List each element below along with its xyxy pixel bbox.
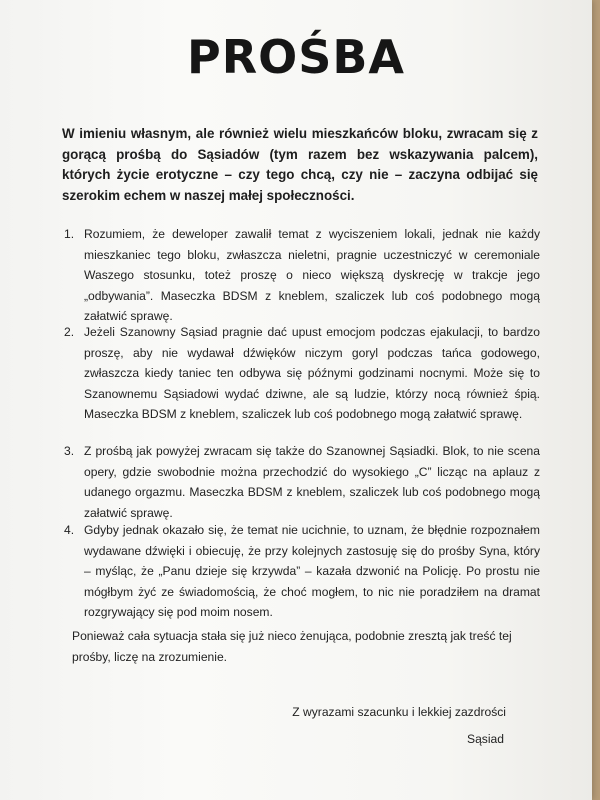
list-item-text: Rozumiem, że deweloper zawalił temat z wyciszeniem lokali, jednak nie każdy mieszkaniec tego bloku, zwłaszcza nieletni, pragnie uczestniczyć w ceremoniale Waszego stosunku, toteż proszę o nieco większą dyskrecję w trakcje jego „odbywania”. Maseczka BDSM z kneblem, szaliczek lub coś podobnego mogą załatwić sprawę. xyxy=(84,227,540,323)
list-item-number: 1. xyxy=(64,227,75,241)
document-title: PROŚBA xyxy=(186,30,406,84)
list-item-text: Z prośbą jak powyżej zwracam się także do Szanownej Sąsiadki. Blok, to nie scena opery, gdzie swobodnie można przechodzić do wysokiego „C” licząc na aplauz z udanego orgazmu. Maseczka BDSM z kneblem, szaliczek lub coś podobnego mogą załatwić sprawę. xyxy=(84,444,540,520)
regards-line: Z wyrazami szacunku i lekkiej zazdrości xyxy=(292,705,506,719)
list-item xyxy=(62,520,540,623)
list-item xyxy=(62,441,540,523)
list-item-number: 2. xyxy=(64,325,75,339)
closing-paragraph: Ponieważ cała sytuacja stała się już nieco żenująca, podobnie zresztą jak treść tej prośby, liczę na zrozumienie. xyxy=(72,629,512,664)
list-item xyxy=(62,224,540,327)
list-item-number: 4. xyxy=(64,523,75,537)
list-item-text: Gdyby jednak okazało się, że temat nie ucichnie, to uznam, że błędnie rozpoznałem wydawane dźwięki i obiecuję, że przy kolejnych zastosuję się do prośby Syna, który – myśląc, że „Panu dzieje się krzywda” – kazała dzwonić na Policję. Po prostu nie mógłbym żyć ze świadomością, że choć mogłem, to nic nie poradziłem na dramat rozgrywający się pod moim nosem. xyxy=(84,523,540,619)
list-item-text: Jeżeli Szanowny Sąsiad pragnie dać upust emocjom podczas ejakulacji, to bardzo proszę, aby nie wydawał dźwięków niczym goryl podczas tańca godowego, zwłaszcza kiedy taniec ten odbywa się późnymi godzinami nocnymi. Może się to Szanownemu Sąsiadowi wydać dziwne, ale są ludzie, którzy nocą również śpią. Maseczka BDSM z kneblem, szaliczek lub coś podobnego mogą załatwić sprawę. xyxy=(84,325,540,421)
signature: Sąsiad xyxy=(467,732,504,746)
intro-paragraph: W imieniu własnym, ale również wielu mieszkańców bloku, zwracam się z gorącą prośbą do Sąsiadów (tym razem bez wskazywania palcem), których życie erotyczne – czy tego chcą, czy nie – zaczyna odbijać się szerokim echem w naszej małej społeczności. xyxy=(62,126,538,203)
list-item xyxy=(62,322,540,425)
list-item-number: 3. xyxy=(64,444,75,458)
